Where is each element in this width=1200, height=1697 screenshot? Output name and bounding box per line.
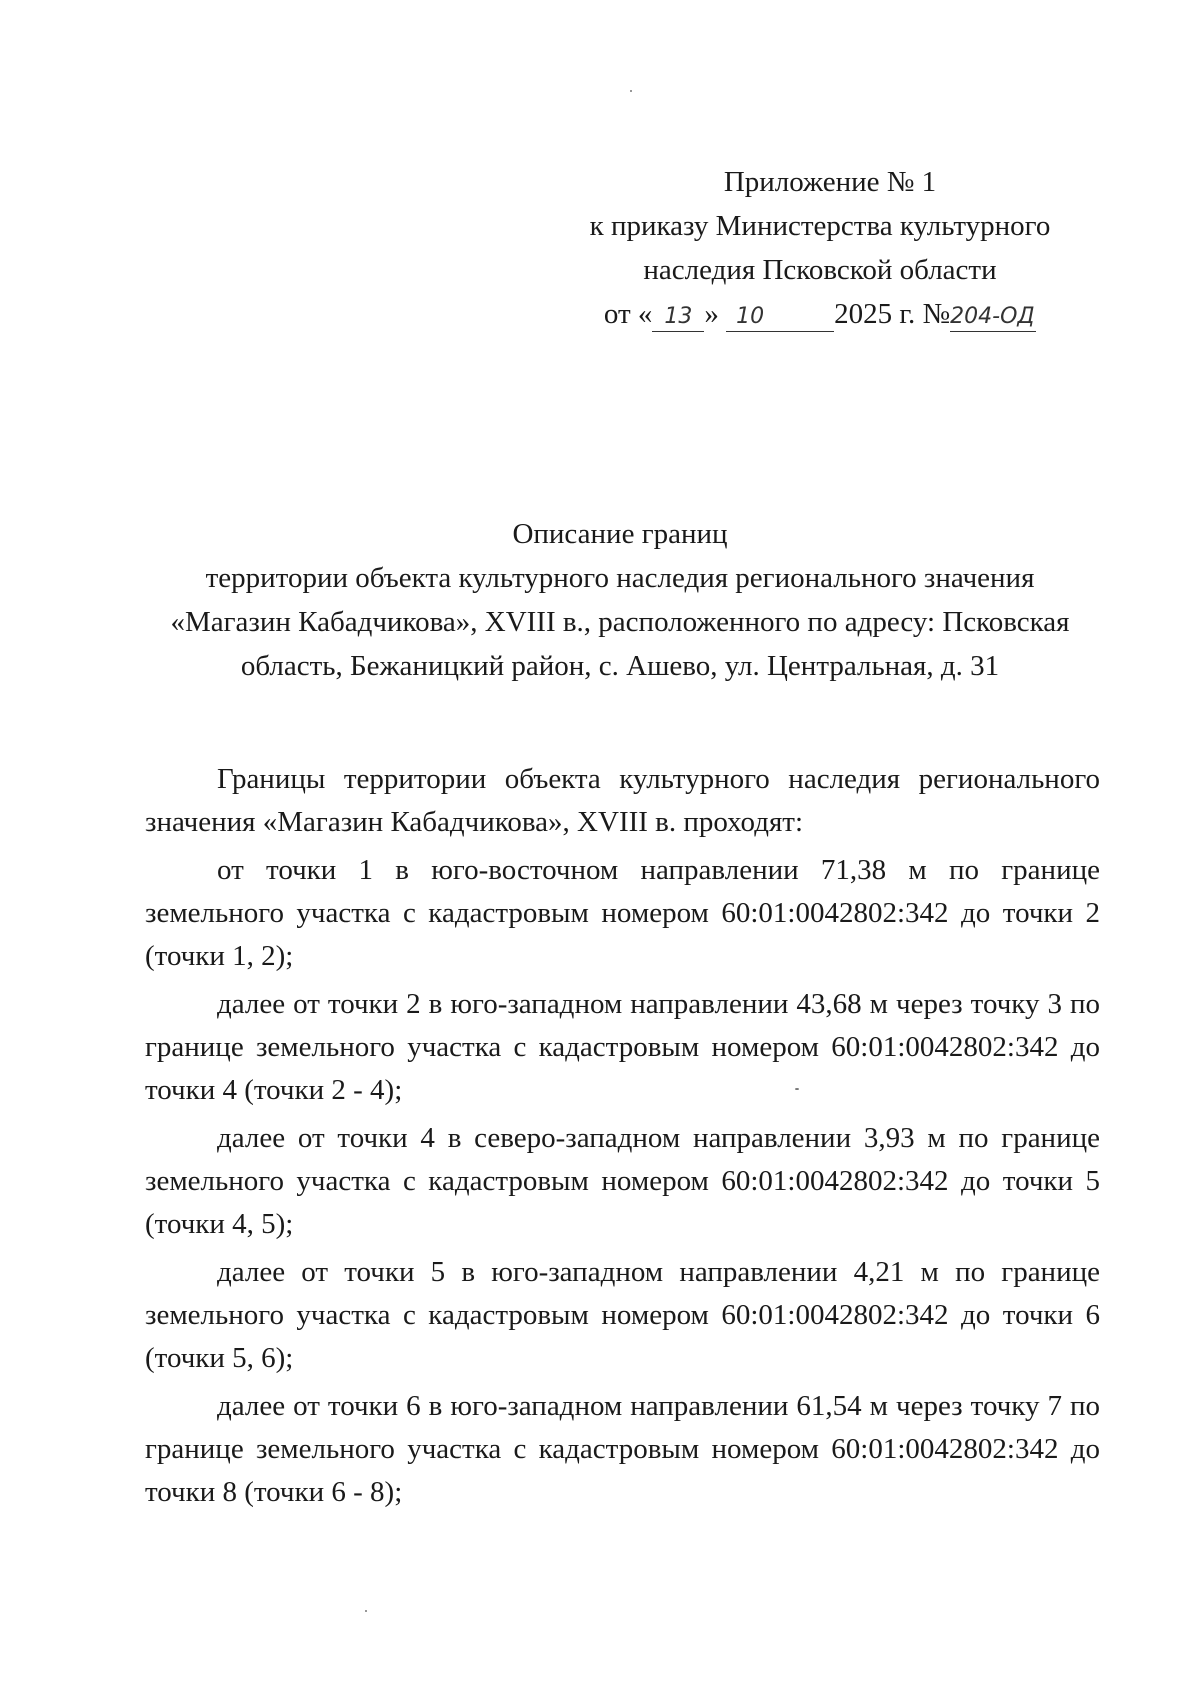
scan-speck: [795, 1088, 799, 1090]
document-body: [145, 758, 1100, 1514]
handwritten-month: 10: [726, 303, 834, 332]
appendix-order-reference: к приказу Министерства культурного: [589, 210, 1051, 242]
scan-speck: [630, 90, 632, 92]
document-title: [140, 512, 1100, 688]
body-paragraph: Границы территории объекта культурного наследия регионального значения «Магазин Кабадчикова», XVIII в. проходят:: [145, 763, 1100, 838]
body-paragraph: от точки 1 в юго-восточном направлении 71,38 м по границе земельного участка с кадастровым номером 60:01:0042802:342 до точки 2 (точки 1, 2);: [145, 854, 1100, 972]
date-year: 2025 г. №: [834, 298, 951, 330]
handwritten-day: 13: [652, 303, 704, 332]
body-paragraph: далее от точки 6 в юго-западном направлении 61,54 м через точку 7 по границе земельного участка с кадастровым номером 60:01:0042802:342 до точки 8 (точки 6 - 8);: [145, 1390, 1100, 1508]
order-date-line: [540, 292, 1100, 336]
title-line-3: «Магазин Кабадчикова», XVIII в., расположенного по адресу: Псковская: [170, 606, 1070, 638]
appendix-number: Приложение № 1: [723, 166, 937, 198]
body-paragraph: далее от точки 4 в северо-западном направлении 3,93 м по границе земельного участка с кадастровым номером 60:01:0042802:342 до точки 5 (точки 4, 5);: [145, 1122, 1100, 1240]
handwritten-order-number: 204-ОД: [950, 303, 1036, 332]
appendix-header: [540, 160, 1100, 336]
body-paragraph: далее от точки 5 в юго-западном направлении 4,21 м по границе земельного участка с кадастровым номером 60:01:0042802:342 до точки 6 (точки 5, 6);: [145, 1256, 1100, 1374]
body-paragraph: далее от точки 2 в юго-западном направлении 43,68 м через точку 3 по границе земельного участка с кадастровым номером 60:01:0042802:342 до точки 4 (точки 2 - 4);: [145, 988, 1100, 1106]
appendix-ministry: наследия Псковской области: [643, 254, 997, 286]
title-line-2: территории объекта культурного наследия регионального значения: [205, 562, 1035, 594]
title-line-1: Описание границ: [512, 518, 728, 550]
title-line-4: область, Бежаницкий район, с. Ашево, ул. Центральная, д. 31: [240, 650, 1000, 682]
date-prefix: от «: [603, 298, 653, 330]
date-mid: »: [704, 298, 719, 330]
scan-speck: [365, 1610, 367, 1612]
